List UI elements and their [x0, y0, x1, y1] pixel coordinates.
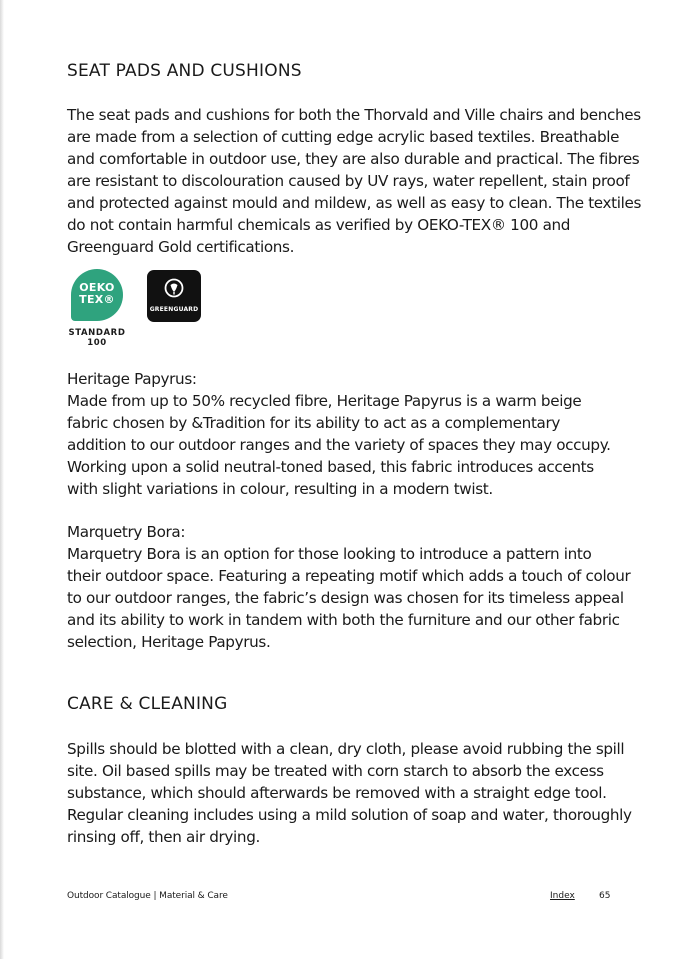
paragraph-subheading: Marquetry Bora: — [67, 523, 186, 541]
paragraph-line: Marquetry Bora is an option for those looking to introduce a pattern into — [67, 545, 592, 563]
page-edge-shadow — [0, 0, 4, 959]
paragraph-line: rinsing off, then air drying. — [67, 828, 260, 846]
standard-number: 100 — [87, 338, 107, 348]
paragraph-line: Greenguard Gold certifications. — [67, 238, 295, 256]
paragraph-line: their outdoor space. Featuring a repeating motif which adds a touch of colour — [67, 567, 631, 585]
ul-leaf-icon — [164, 278, 184, 298]
standard-text: STANDARD — [68, 328, 126, 338]
section-heading-seat-pads: SEAT PADS AND CUSHIONS — [67, 61, 302, 81]
paragraph-line: substance, which should afterwards be removed with a straight edge tool. — [67, 784, 607, 802]
heritage-papyrus-paragraph — [67, 368, 622, 500]
paragraph-line: and comfortable in outdoor use, they are also durable and practical. The fibres — [67, 150, 640, 168]
greenguard-label: GREENGUARD — [149, 306, 199, 313]
section-heading-care-cleaning: CARE & CLEANING — [67, 694, 228, 714]
paragraph-line: site. Oil based spills may be treated with corn starch to absorb the excess — [67, 762, 604, 780]
paragraph-line: are made from a selection of cutting edge acrylic based textiles. Breathable — [67, 128, 620, 146]
oeko-logo-text: OEKO — [79, 281, 115, 294]
greenguard-logo — [147, 270, 201, 322]
paragraph-line: selection, Heritage Papyrus. — [67, 633, 271, 651]
paragraph-line: addition to our outdoor ranges and the variety of spaces they may occupy. — [67, 436, 611, 454]
seat-pads-paragraph — [67, 104, 642, 258]
paragraph-line: Spills should be blotted with a clean, dry cloth, please avoid rubbing the spill — [67, 740, 625, 758]
paragraph-line: do not contain harmful chemicals as verified by OEKO-TEX® 100 and — [67, 216, 571, 234]
paragraph-line: are resistant to discolouration caused by UV rays, water repellent, stain proof — [67, 172, 630, 190]
oeko-tex-logo — [71, 269, 123, 321]
paragraph-line: fabric chosen by &Tradition for its ability to act as a complementary — [67, 414, 561, 432]
paragraph-line: to our outdoor ranges, the fabric’s design was chosen for its timeless appeal — [67, 589, 624, 607]
paragraph-line: The seat pads and cushions for both the Thorvald and Ville chairs and benches — [67, 106, 641, 124]
paragraph-line: and its ability to work in tandem with both the furniture and our other fabric — [67, 611, 620, 629]
paragraph-line: Working upon a solid neutral-toned based, this fabric introduces accents — [67, 458, 594, 476]
marquetry-bora-paragraph — [67, 521, 631, 653]
paragraph-line: with slight variations in colour, resulting in a modern twist. — [67, 480, 493, 498]
tex-logo-text: TEX® — [79, 293, 115, 306]
page-number: 65 — [599, 891, 611, 901]
footer-index-link[interactable]: Index — [550, 891, 575, 901]
certification-logos — [67, 269, 267, 351]
footer-catalogue-title: Outdoor Catalogue | Material & Care — [67, 891, 228, 901]
oeko-standard-label — [67, 328, 127, 348]
care-cleaning-paragraph — [67, 738, 632, 848]
paragraph-line: and protected against mould and mildew, as well as easy to clean. The textiles — [67, 194, 642, 212]
paragraph-line: Made from up to 50% recycled fibre, Heritage Papyrus is a warm beige — [67, 392, 582, 410]
paragraph-subheading: Heritage Papyrus: — [67, 370, 197, 388]
paragraph-line: Regular cleaning includes using a mild solution of soap and water, thoroughly — [67, 806, 632, 824]
